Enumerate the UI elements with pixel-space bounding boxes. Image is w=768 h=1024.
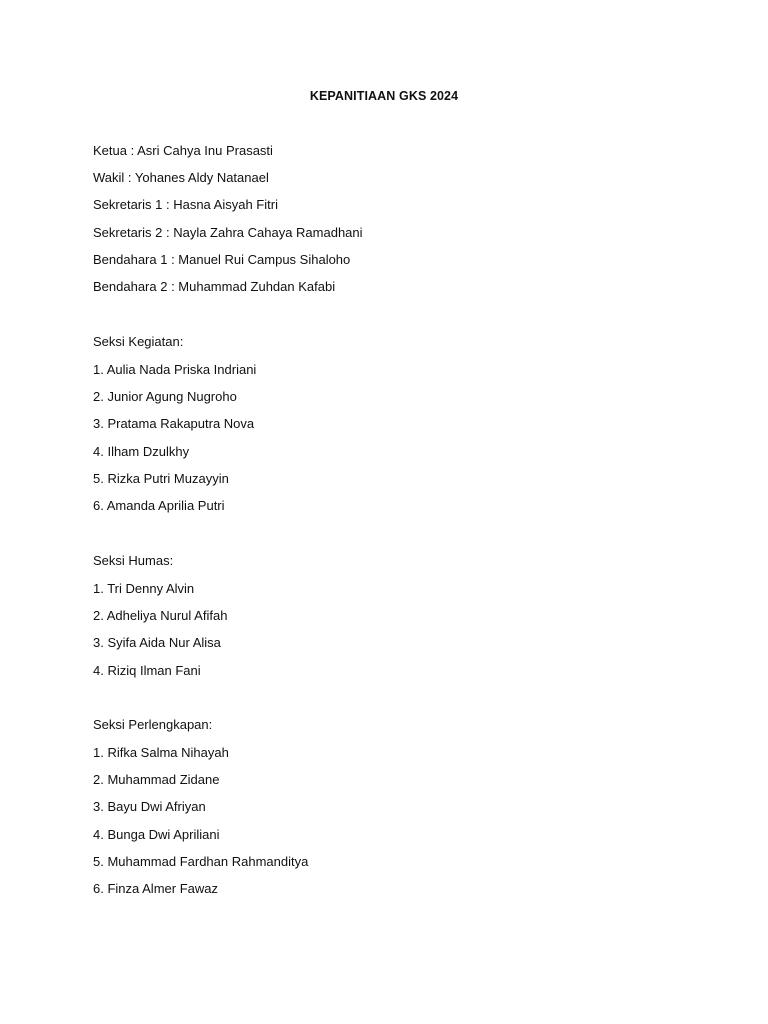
officer-sekretaris-1: Sekretaris 1 : Hasna Aisyah Fitri: [93, 197, 278, 212]
list-item: 5. Rizka Putri Muzayyin: [93, 471, 229, 486]
list-item: 4. Ilham Dzulkhy: [93, 444, 190, 459]
list-item: 3. Syifa Aida Nur Alisa: [93, 635, 221, 650]
list-item: 4. Bunga Dwi Apriliani: [93, 827, 220, 842]
list-item: 2. Junior Agung Nugroho: [93, 389, 237, 404]
officer-ketua: Ketua : Asri Cahya Inu Prasasti: [93, 143, 273, 158]
list-item: 5. Muhammad Fardhan Rahmanditya: [93, 854, 309, 869]
officer-bendahara-1: Bendahara 1 : Manuel Rui Campus Sihaloho: [93, 252, 351, 267]
section-heading-humas: Seksi Humas:: [93, 553, 174, 568]
section-heading-perlengkapan: Seksi Perlengkapan:: [93, 717, 213, 732]
list-item: 6. Finza Almer Fawaz: [93, 881, 218, 896]
list-item: 2. Adheliya Nurul Afifah: [93, 608, 228, 623]
list-item: 3. Pratama Rakaputra Nova: [93, 416, 255, 431]
officer-sekretaris-2: Sekretaris 2 : Nayla Zahra Cahaya Ramadhani: [93, 225, 363, 240]
list-item: 3. Bayu Dwi Afriyan: [93, 799, 206, 814]
list-item: 1. Aulia Nada Priska Indriani: [93, 362, 257, 377]
list-item: 1. Rifka Salma Nihayah: [93, 745, 229, 760]
document-title: KEPANITIAAN GKS 2024: [309, 89, 459, 103]
list-item: 1. Tri Denny Alvin: [93, 581, 195, 596]
list-item: 4. Riziq Ilman Fani: [93, 663, 201, 678]
list-item: 6. Amanda Aprilia Putri: [93, 498, 225, 513]
officer-bendahara-2: Bendahara 2 : Muhammad Zuhdan Kafabi: [93, 279, 336, 294]
officer-wakil: Wakil : Yohanes Aldy Natanael: [93, 170, 269, 185]
list-item: 2. Muhammad Zidane: [93, 772, 220, 787]
section-heading-kegiatan: Seksi Kegiatan:: [93, 334, 184, 349]
